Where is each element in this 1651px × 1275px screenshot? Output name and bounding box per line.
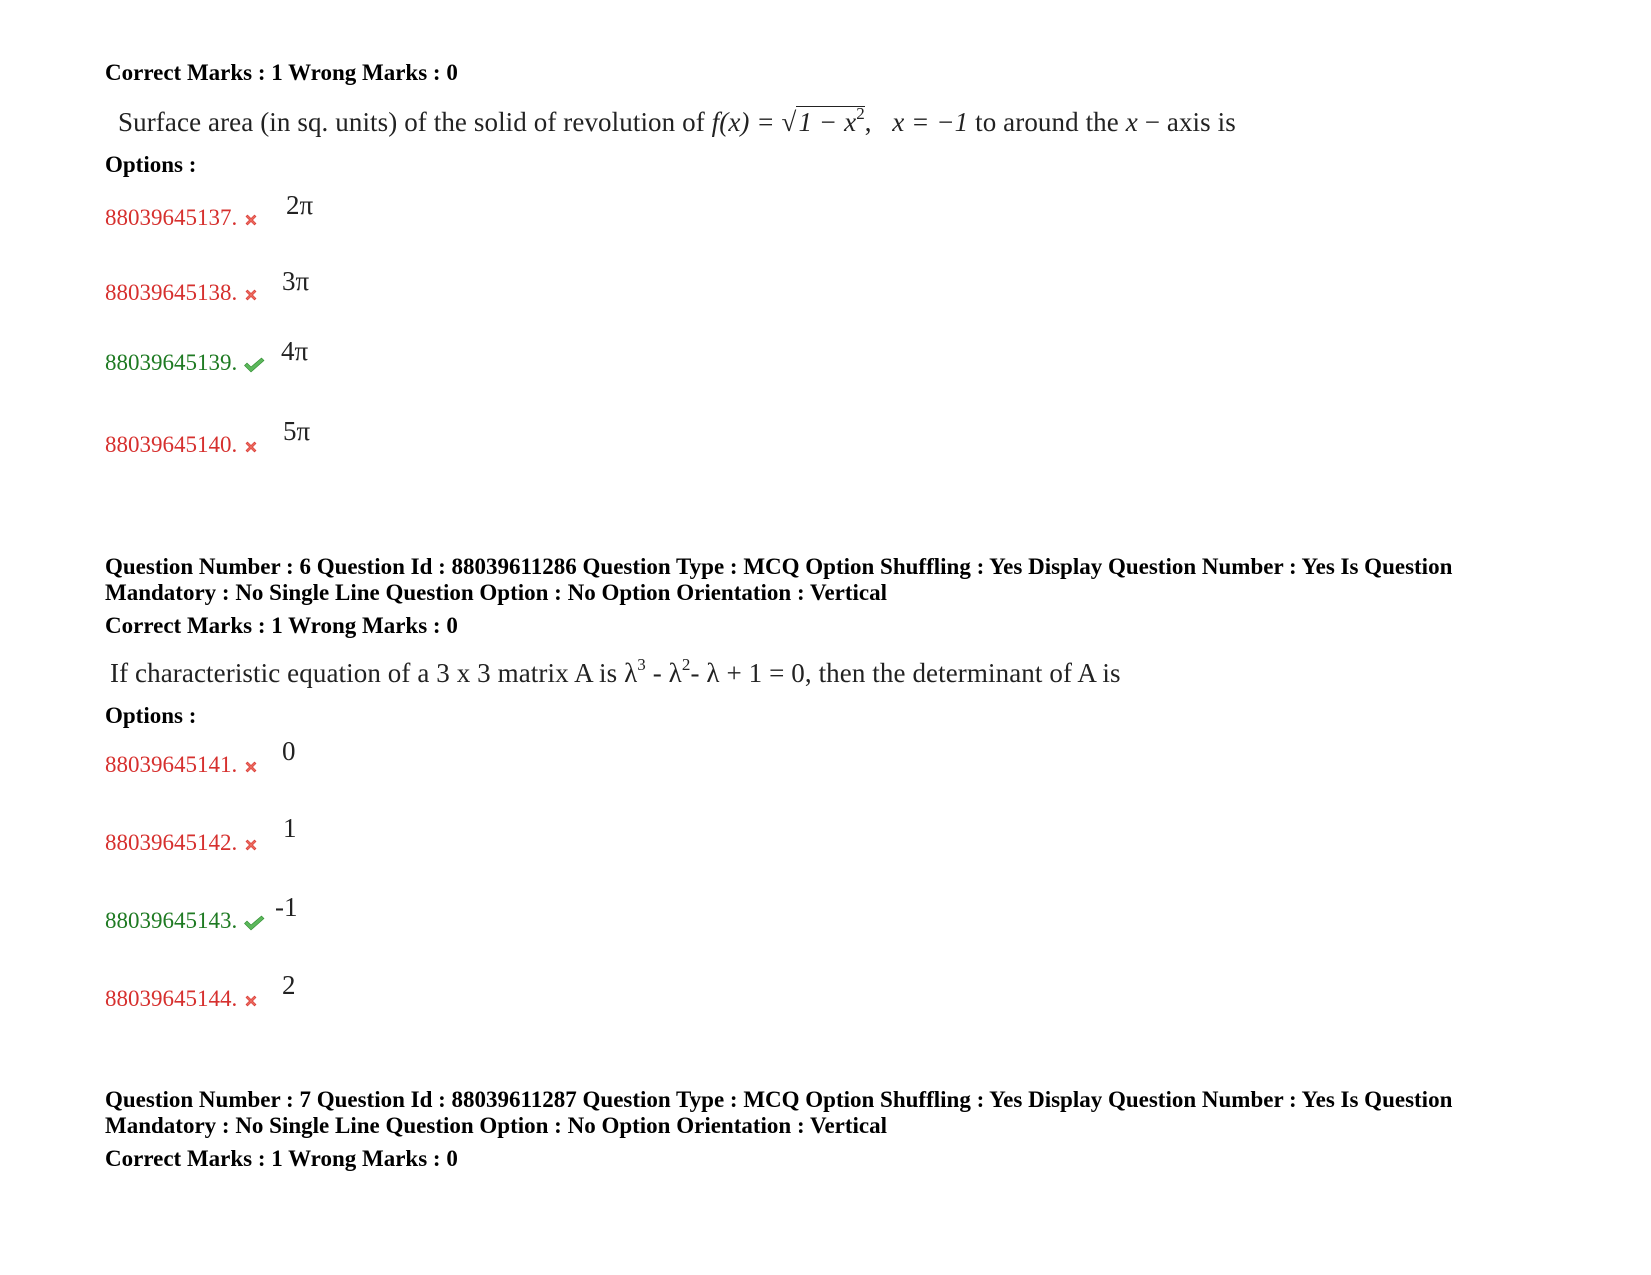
option-id: 88039645143. [105, 908, 238, 933]
q6-option-2 [105, 830, 259, 856]
cross-icon [243, 993, 259, 1009]
q6-option-3 [105, 908, 265, 934]
option-id: 88039645137. [105, 205, 238, 230]
q5-option-2 [105, 280, 259, 306]
option-id: 88039645138. [105, 280, 238, 305]
q6-option-3-value: -1 [275, 892, 298, 922]
cross-icon [243, 759, 259, 775]
q6-marks: Correct Marks : 1 Wrong Marks : 0 [105, 613, 458, 638]
q5-stem-text: Surface area (in sq. units) of the solid of revolution of [118, 107, 705, 137]
check-icon [243, 357, 265, 373]
q5-option-4-value: 5π [283, 416, 311, 446]
q6-option-2-value: 1 [283, 813, 297, 843]
q5-option-3 [105, 350, 265, 376]
q6-stem-text: If characteristic equation of a 3 x 3 matrix A is λ [110, 658, 638, 688]
q5-option-4 [105, 432, 259, 458]
q6-option-1 [105, 752, 259, 778]
q5-stem-comma: , [864, 107, 872, 137]
cross-icon [243, 287, 259, 303]
q6-stem-text-2: - λ [645, 658, 682, 688]
q5-options-label: Options : [105, 152, 197, 177]
q5-stem-xeq: x = −1 [892, 107, 969, 137]
q7-meta-line-2: Mandatory : No Single Line Question Option : No Option Orientation : Vertical [105, 1113, 888, 1138]
q5-stem-xvar: x [1125, 107, 1138, 137]
q5-option-1 [105, 205, 259, 231]
option-id: 88039645139. [105, 350, 238, 375]
q6-question-stem [110, 655, 1121, 689]
q6-meta [105, 554, 1452, 606]
option-id: 88039645142. [105, 830, 238, 855]
q6-stem-exp-3: 3 [637, 655, 646, 674]
cross-icon [243, 212, 259, 228]
option-id: 88039645144. [105, 986, 238, 1011]
q6-meta-line-1: Question Number : 6 Question Id : 88039611286 Question Type : MCQ Option Shuffling : Yes Display Question Number : Yes Is Question [105, 554, 1453, 579]
q6-stem-exp-2: 2 [681, 655, 691, 674]
q6-option-4 [105, 986, 259, 1012]
q6-stem-text-3: - λ + 1 = 0, then the determinant of A is [690, 658, 1121, 688]
q7-marks: Correct Marks : 1 Wrong Marks : 0 [105, 1146, 458, 1171]
option-id: 88039645140. [105, 432, 238, 457]
q5-option-3-value: 4π [281, 336, 309, 366]
q5-option-2-value: 3π [282, 266, 310, 296]
q6-meta-line-2: Mandatory : No Single Line Question Option : No Option Orientation : Vertical [105, 580, 888, 605]
q5-stem-text-3: − axis is [1144, 107, 1236, 137]
q5-stem-fx: f(x) = [711, 107, 782, 137]
q7-meta [105, 1087, 1452, 1139]
check-icon [243, 915, 265, 931]
cross-icon [243, 837, 259, 853]
q7-meta-line-1: Question Number : 7 Question Id : 88039611287 Question Type : MCQ Option Shuffling : Yes Display Question Number : Yes Is Question [105, 1087, 1453, 1112]
q6-option-1-value: 0 [282, 736, 296, 766]
q5-question-stem [118, 106, 1236, 138]
q6-option-4-value: 2 [282, 970, 296, 1000]
q6-options-label: Options : [105, 703, 197, 728]
option-id: 88039645141. [105, 752, 238, 777]
q5-stem-radicand: $1 - x^2$ [798, 104, 865, 137]
q5-option-1-value: 2π [286, 190, 314, 220]
q5-stem-text-2: to around the [975, 107, 1119, 137]
q5-marks: Correct Marks : 1 Wrong Marks : 0 [105, 60, 458, 85]
cross-icon [243, 439, 259, 455]
q5-stem-sqrt-sign: √ [781, 107, 797, 137]
